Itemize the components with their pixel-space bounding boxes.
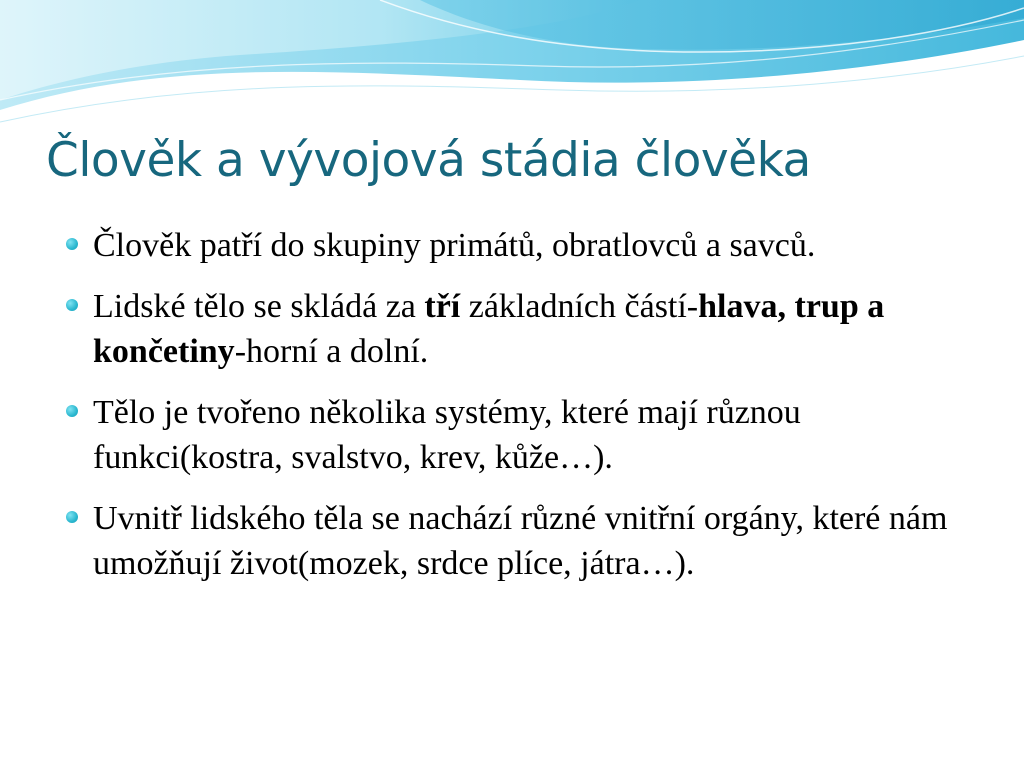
bullet-text-segment: -horní a dolní. xyxy=(234,333,429,370)
bullet-item xyxy=(66,496,966,586)
bullet-dot-icon xyxy=(66,405,78,417)
bullet-list xyxy=(66,223,966,602)
bullet-dot-icon xyxy=(66,299,78,311)
bullet-text xyxy=(93,394,801,476)
bullet-text-segment: Tělo je tvořeno několika systémy, které mají různou funkci(kostra, svalstvo, krev, kůže…). xyxy=(93,394,801,476)
bullet-text-segment: Lidské tělo se skládá za xyxy=(93,288,425,325)
bullet-item xyxy=(66,223,966,268)
bullet-text xyxy=(93,288,884,370)
bullet-text-bold: tří xyxy=(424,288,461,325)
bullet-dot-icon xyxy=(66,511,78,523)
bullet-text-segment: Člověk patří do skupiny primátů, obratlovců a savců. xyxy=(93,227,816,264)
bullet-text-segment: Uvnitř lidského těla se nachází různé vnitřní orgány, které nám umožňují život(mozek, srdce plíce, játra…). xyxy=(93,500,948,582)
slide-title: Člověk a vývojová stádia člověka xyxy=(46,133,811,188)
bullet-dot-icon xyxy=(66,238,78,250)
bullet-text-bold: hlava, trup a končetiny xyxy=(93,288,885,370)
bullet-item xyxy=(66,390,966,480)
bullet-text xyxy=(93,500,947,582)
wave-header-decoration xyxy=(0,0,1024,130)
bullet-text xyxy=(93,227,815,264)
bullet-item xyxy=(66,284,966,374)
bullet-text-segment: základních částí- xyxy=(460,288,699,325)
